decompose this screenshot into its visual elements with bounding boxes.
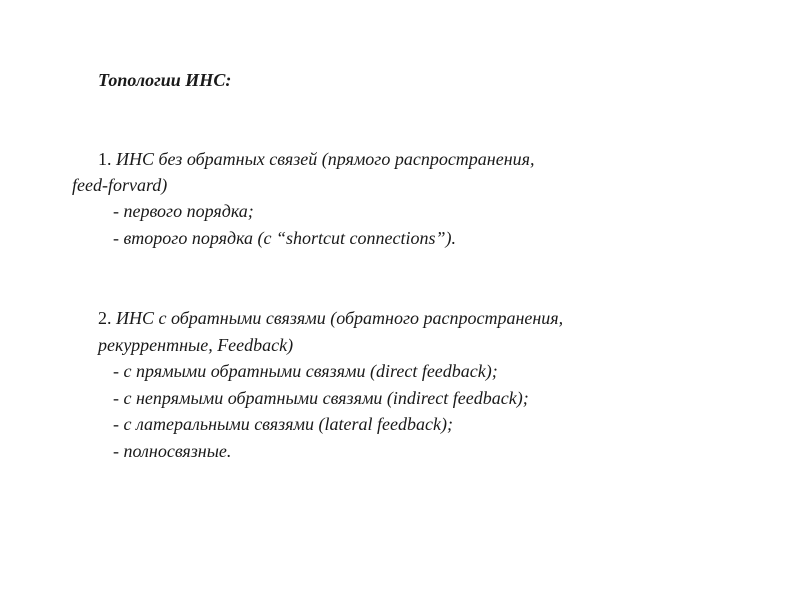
section-2-heading-text: ИНС с обратными связями (обратного распространения, [116, 308, 564, 328]
list-item: - с непрямыми обратными связями (indirect feedback); [113, 388, 529, 408]
list-item: - второго порядка (с “shortcut connections”). [113, 228, 457, 248]
list-item: - первого порядка; [113, 201, 254, 221]
section-1-number: 1. [98, 149, 112, 169]
section-2-heading-cont: рекуррентные, Feedback) [98, 335, 294, 355]
section-1-heading-cont: feed-forvard) [72, 175, 168, 195]
list-item: - полносвязные. [113, 441, 232, 461]
page-title: Топологии ИНС: [98, 70, 232, 90]
section-2-number: 2. [98, 308, 112, 328]
list-item: - с латеральными связями (lateral feedback); [113, 414, 453, 434]
list-item: - с прямыми обратными связями (direct feedback); [113, 361, 498, 381]
section-1-heading-text: ИНС без обратных связей (прямого распространения, [116, 149, 535, 169]
section-2-heading [98, 306, 563, 330]
section-1-heading [98, 147, 535, 171]
